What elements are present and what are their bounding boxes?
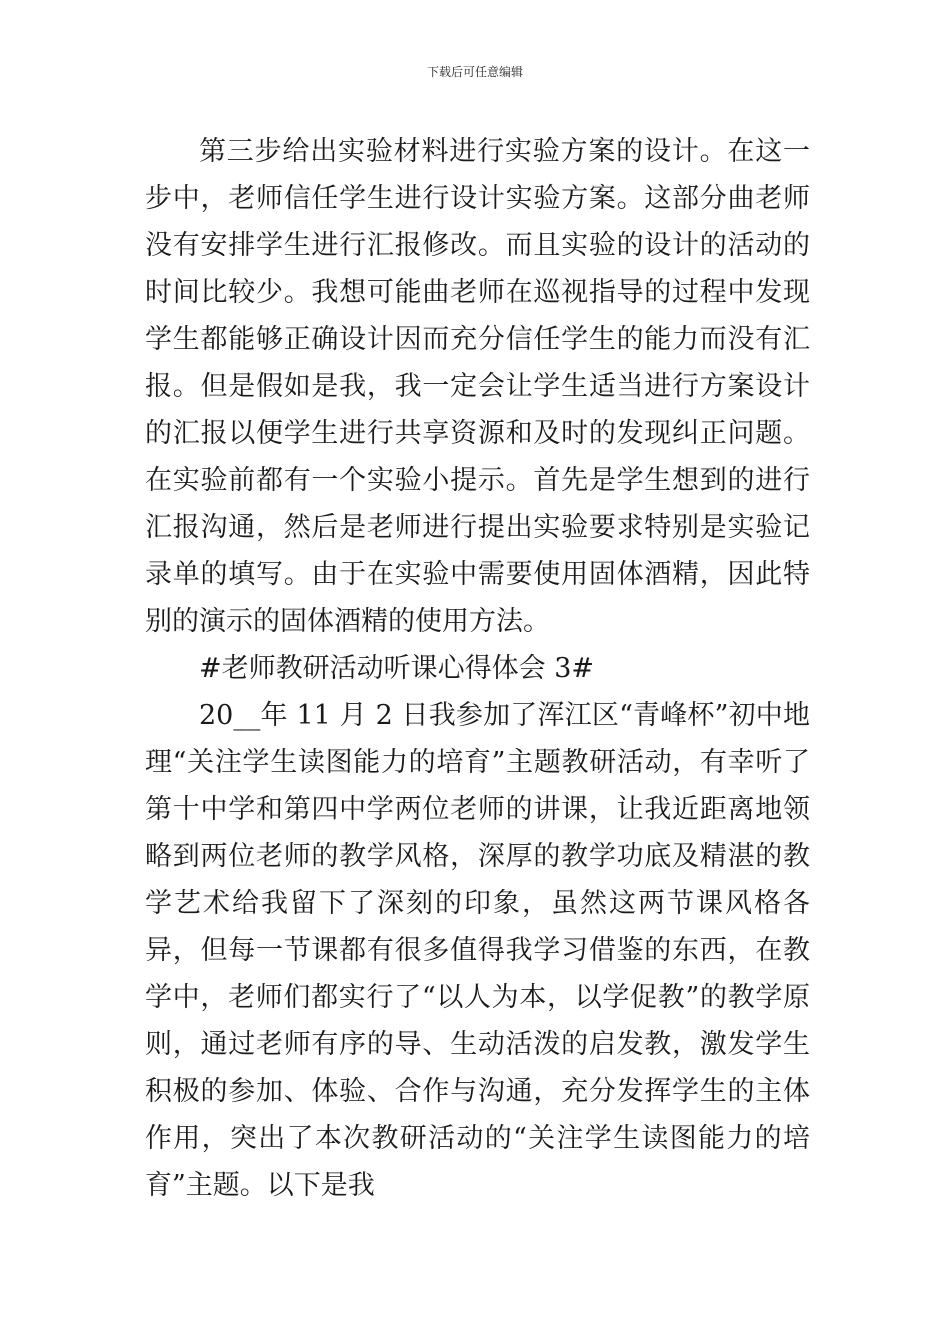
paragraph-experiment-design: 第三步给出实验材料进行实验方案的设计。在这一步中，老师信任学生进行设计实验方案。这部分曲老师没有安排学生进行汇报修改。而且实验的设计的活动的时间比较少。我想可能曲老师在巡视指导的过程中发现学生都能够正确设计因而充分信任学生的能力而没有汇报。但是假如是我，我一定会让学生适当进行方案设计的汇报以便学生进行共享资源和及时的发现纠正问题。在实验前都有一个实验小提示。首先是学生想到的进行汇报沟通，然后是老师进行提出实验要求特别是实验记录单的填写。由于在实验中需要使用固体酒精，因此特别的演示的固体酒精的使用方法。 <box>145 136 810 637</box>
paragraph-teaching-activity: 20__年 11 月 2 日我参加了浑江区“青峰杯”初中地理“关注学生读图能力的培育”主题教研活动，有幸听了第十中学和第四中学两位老师的讲课，让我近距离地领略到两位老师的教学风格，深厚的教学功底及精湛的教学艺术给我留下了深刻的印象，虽然这两节课风格各异，但每一节课都有很多值得我学习借鉴的东西，在教学中，老师们都实行了“以人为本，以学促教”的教学原则，通过老师有序的导、生动活泼的启发教，激发学生积极的参加、体验、合作与沟通，充分发挥学生的主体作用，突出了本次教研活动的“关注学生读图能力的培育”主题。以下是我 <box>145 700 810 1201</box>
section-heading: #老师教研活动听课心得体会 3# <box>199 653 595 684</box>
document-body <box>145 128 810 1209</box>
header-note: 下载后可任意编辑 <box>426 65 523 79</box>
